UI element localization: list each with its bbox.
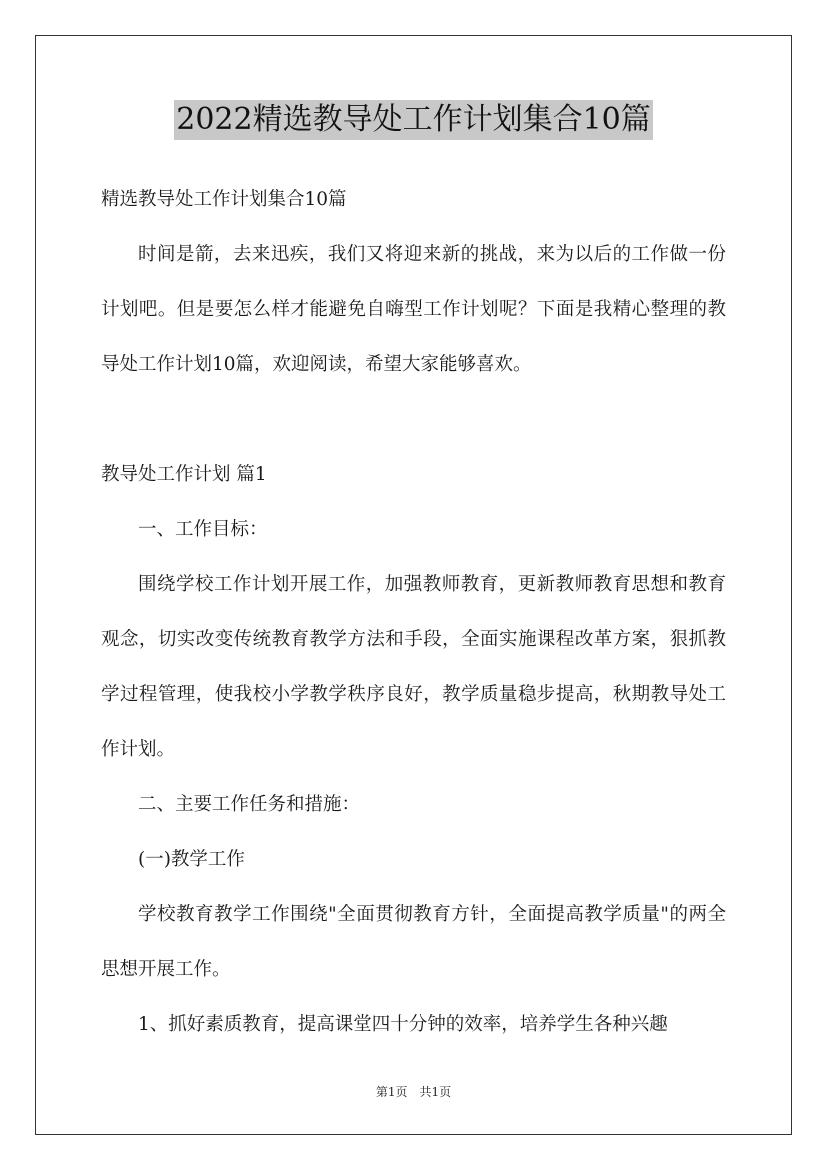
document-body [101, 172, 726, 1052]
paragraph-spacer [101, 392, 726, 447]
page-number-footer: 第1页 共1页 [375, 1085, 452, 1099]
document-subtitle: 精选教导处工作计划集合10篇 [101, 189, 347, 210]
document-title-text: 2022精选教导处工作计划集合10篇 [174, 100, 653, 140]
teaching-heading: (一)教学工作 [138, 849, 245, 870]
list-item-1: 1、抓好素质教育，提高课堂四十分钟的效率，培养学生各种兴趣 [138, 1014, 668, 1035]
goal-paragraph: 围绕学校工作计划开展工作，加强教师教育，更新教师教育思想和教育观念，切实改变传统教育教学方法和手段，全面实施课程改革方案，狠抓教学过程管理，使我校小学教学秩序良好，教学质量稳步提高，秋期教导处工作计划。 [101, 574, 726, 760]
document-title [0, 100, 827, 144]
goal-heading: 一、工作目标： [138, 519, 268, 540]
tasks-heading: 二、主要工作任务和措施： [138, 794, 361, 815]
section-heading: 教导处工作计划 篇1 [101, 464, 267, 485]
teaching-paragraph: 学校教育教学工作围绕"全面贯彻教育方针，全面提高教学质量"的两全思想开展工作。 [101, 904, 726, 980]
intro-paragraph: 时间是箭，去来迅疾，我们又将迎来新的挑战，来为以后的工作做一份计划吧。但是要怎么样才能避免自嗨型工作计划呢？下面是我精心整理的教导处工作计划10篇，欢迎阅读，希望大家能够喜欢。 [101, 244, 726, 375]
